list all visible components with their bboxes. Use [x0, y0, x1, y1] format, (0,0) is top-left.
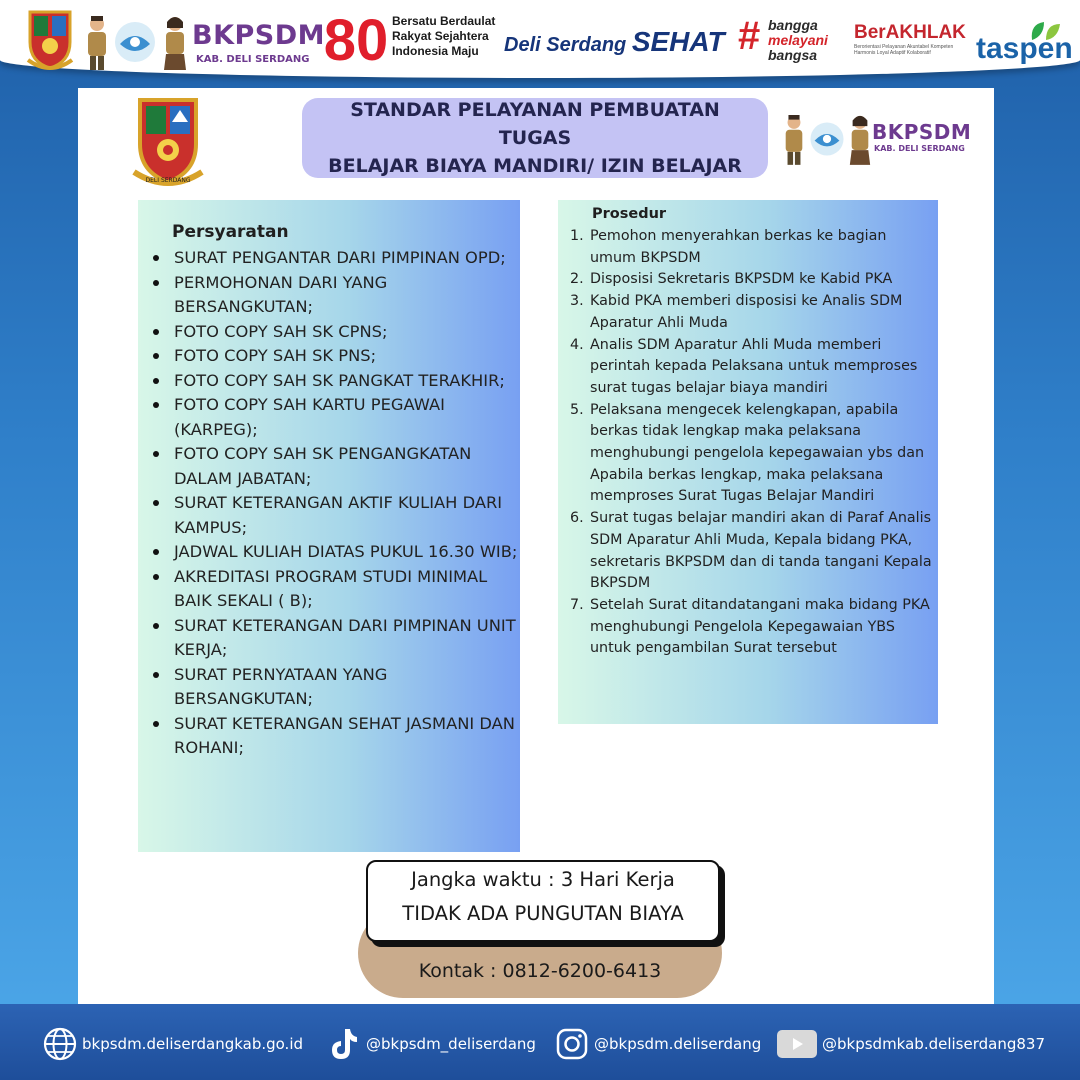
hash-icon: # — [738, 14, 761, 58]
tiktok-link[interactable] — [326, 1026, 536, 1062]
instagram-icon — [554, 1026, 590, 1062]
bangga-line: bangga — [768, 17, 818, 33]
bkpsdm-title: BKPSDM — [872, 120, 972, 144]
requirements-list — [148, 246, 520, 761]
ri-80-logo — [324, 8, 388, 68]
youtube-icon — [776, 1026, 818, 1062]
bangga-melayani-bangsa-logo — [738, 14, 848, 66]
main-card — [78, 88, 994, 1004]
procedure-step — [566, 508, 936, 595]
berakhlak-sub: Berorientasi Pelayanan Akuntabel Kompeten — [854, 44, 954, 50]
requirement-item: JADWAL KULIAH DIATAS PUKUL 16.30 WIB; — [148, 540, 520, 565]
requirements-heading: Persyaratan — [172, 222, 289, 242]
header-banner — [0, 0, 1080, 78]
requirement-item: FOTO COPY SAH SK PNS; — [148, 344, 520, 369]
step-text: Pelaksana mengecek kelengkapan, apabila berkas tidak lengkap maka pelaksana menghubungi pengelola kepegawaian ybs dan Apabila berkas lengkap, maka pelaksana memproses Surat Tugas Belajar Mandiri — [590, 401, 925, 505]
requirement-item: FOTO COPY SAH KARTU PEGAWAI (KARPEG); — [148, 393, 520, 442]
requirement-item: SURAT KETERANGAN DARI PIMPINAN UNIT KERJA; — [148, 614, 520, 663]
requirement-item: SURAT PENGANTAR DARI PIMPINAN OPD; — [148, 246, 520, 271]
requirement-item: SURAT KETERANGAN AKTIF KULIAH DARI KAMPUS; — [148, 491, 520, 540]
title-banner — [302, 98, 768, 178]
deli-serdang-emblem-icon — [22, 6, 78, 72]
procedure-step — [566, 226, 936, 269]
berakhlak-sub: Harmonis Loyal Adaptif Kolaboratif — [854, 50, 931, 56]
ri80-line: Bersatu Berdaulat — [392, 14, 496, 28]
bkpsdm-header-logo — [84, 14, 326, 70]
tiktok-icon — [326, 1026, 362, 1062]
procedure-step — [566, 269, 936, 291]
taspen-text: taspen — [976, 32, 1073, 65]
bkpsdm-card-logo — [782, 112, 982, 168]
bangga-line: melayani — [768, 32, 828, 48]
emblem-caption: DELI SERDANG — [145, 177, 191, 184]
step-text: Surat tugas belajar mandiri akan di Paraf Analis SDM Aparatur Ahli Muda, Kepala bidang PKA, sekretaris BKPSDM dan di tanda tangani Kepala BKPSDM — [590, 510, 932, 592]
berakhlak-logo — [854, 22, 970, 62]
requirement-item: FOTO COPY SAH SK PANGKAT TERAKHIR; — [148, 369, 520, 394]
website-text: bkpsdm.deliserdangkab.go.id — [82, 1035, 304, 1053]
step-number: 4. — [570, 336, 584, 353]
title-line-2: BELAJAR BIAYA MANDIRI/ IZIN BELAJAR — [328, 155, 742, 177]
berakhlak-title: BerAKHLAK — [854, 22, 966, 43]
step-text: Kabid PKA memberi disposisi ke Analis SDM Aparatur Ahli Muda — [590, 293, 903, 331]
ri80-slogan — [392, 14, 495, 59]
deli-serdang-sehat-logo — [504, 26, 725, 58]
taspen-logo — [972, 20, 1076, 70]
sehat-text: SEHAT — [631, 26, 725, 57]
procedure-step — [566, 291, 936, 334]
contact-text: Kontak : 0812-6200-6413 — [418, 960, 662, 982]
step-number: 3. — [570, 293, 584, 310]
step-number: 1. — [570, 228, 584, 244]
procedure-step — [566, 595, 936, 660]
bkpsdm-subtitle: KAB. DELI SERDANG — [196, 54, 310, 65]
youtube-text: @bkpsdmkab.deliserdang837 — [822, 1035, 1045, 1053]
youtube-link[interactable] — [776, 1026, 1045, 1062]
step-number: 6. — [570, 510, 584, 527]
service-time-box — [366, 860, 720, 942]
bkpsdm-title: BKPSDM — [192, 20, 326, 51]
requirement-item: SURAT KETERANGAN SEHAT JASMANI DAN ROHANI; — [148, 712, 520, 761]
handshake-icon — [808, 112, 846, 166]
bkpsdm-subtitle: KAB. DELI SERDANG — [874, 144, 965, 153]
ri80-number: 80 — [324, 8, 388, 68]
handshake-icon — [112, 14, 158, 70]
step-number: 2. — [570, 271, 584, 288]
procedure-step — [566, 400, 936, 509]
requirement-item: FOTO COPY SAH SK PENGANGKATAN DALAM JABATAN; — [148, 442, 520, 491]
procedure-step — [566, 335, 936, 400]
step-text: Analis SDM Aparatur Ahli Muda memberi perintah kepada Pelaksana untuk memproses surat tugas belajar biaya mandiri — [590, 336, 918, 396]
website-link[interactable] — [42, 1026, 303, 1062]
requirement-item: PERMOHONAN DARI YANG BERSANGKUTAN; — [148, 271, 520, 320]
procedure-heading: Prosedur — [592, 206, 667, 222]
instagram-text: @bkpsdm.deliserdang — [594, 1035, 762, 1053]
tiktok-text: @bkpsdm_deliserdang — [366, 1035, 536, 1053]
step-number: 7. — [570, 596, 584, 613]
step-number: 5. — [570, 401, 584, 418]
bangga-line: bangsa — [768, 47, 818, 63]
ri80-line: Rakyat Sejahtera — [392, 29, 489, 43]
step-text: Setelah Surat ditandatangani maka bidang PKA menghubungi Pengelola Kepegawaian YBS untuk pengambilan Surat tersebut — [590, 596, 930, 657]
female-employee-icon — [848, 112, 872, 166]
male-employee-icon — [782, 112, 806, 166]
globe-icon — [42, 1026, 78, 1062]
deli-serdang-emblem-icon — [128, 92, 208, 192]
ri80-line: Indonesia Maju — [392, 44, 479, 58]
male-employee-icon — [84, 14, 110, 70]
requirement-item: AKREDITASI PROGRAM STUDI MINIMAL BAIK SEKALI ( B); — [148, 565, 520, 614]
procedure-box — [558, 200, 938, 724]
deli-text: Deli Serdang — [504, 34, 627, 56]
footer-bar — [0, 1004, 1080, 1080]
requirements-box — [138, 200, 520, 852]
female-employee-icon — [162, 14, 188, 70]
step-text: Pemohon menyerahkan berkas ke bagian umum BKPSDM — [590, 228, 887, 266]
requirement-item: SURAT PERNYATAAN YANG BERSANGKUTAN; — [148, 663, 520, 712]
service-time-text: Jangka waktu : 3 Hari Kerja — [411, 868, 675, 891]
no-fee-text: TIDAK ADA PUNGUTAN BIAYA — [402, 902, 684, 925]
procedure-list — [566, 226, 936, 660]
title-line-1: STANDAR PELAYANAN PEMBUATAN TUGAS — [350, 99, 720, 149]
step-text: Disposisi Sekretaris BKPSDM ke Kabid PKA — [590, 271, 893, 288]
instagram-link[interactable] — [554, 1026, 761, 1062]
requirement-item: FOTO COPY SAH SK CPNS; — [148, 320, 520, 345]
